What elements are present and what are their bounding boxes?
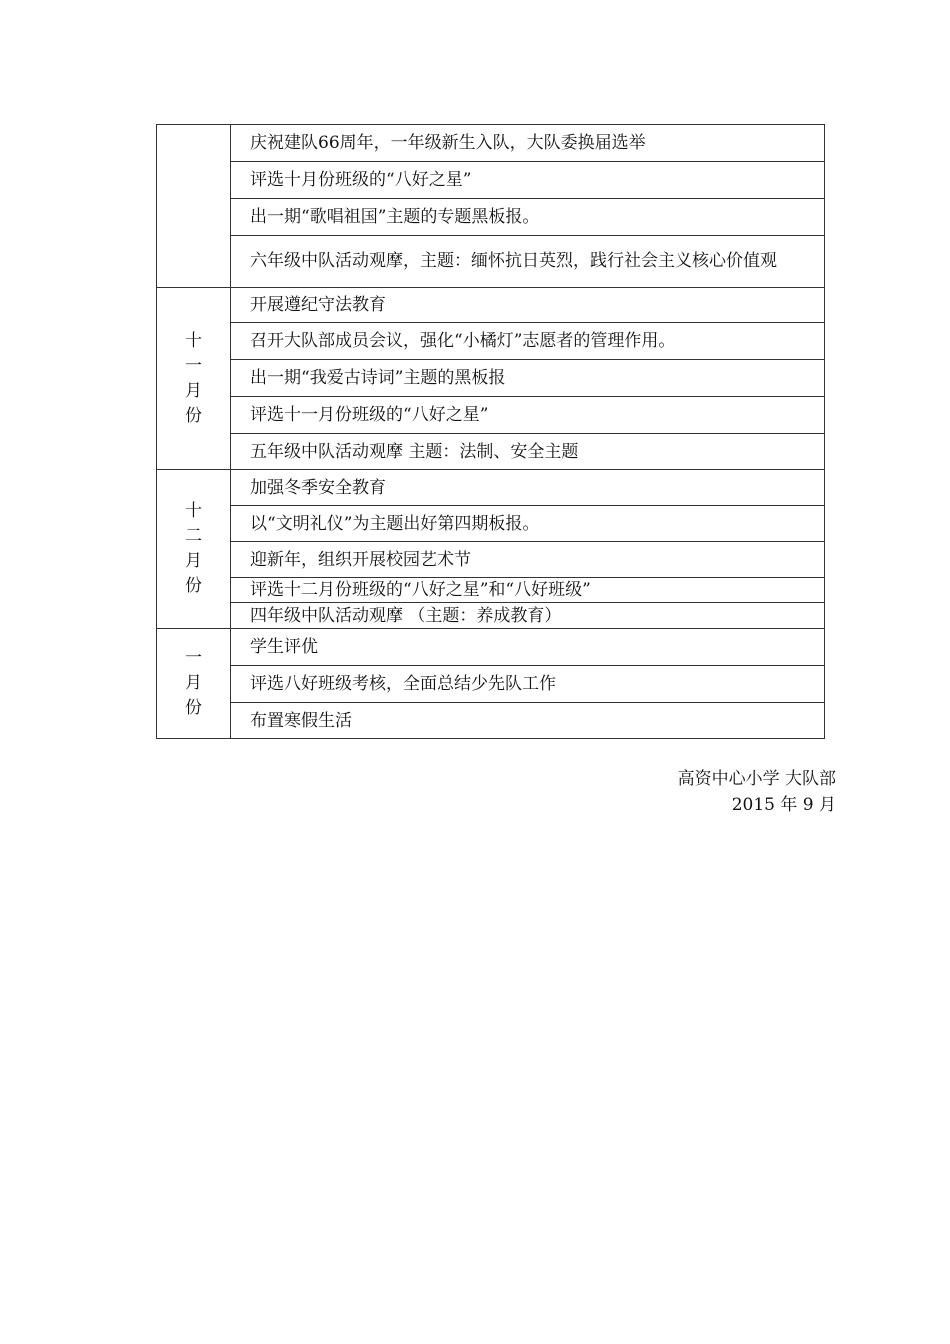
activity-item: 以“文明礼仪”为主题出好第四期板报。 (231, 506, 825, 542)
month-label: 十二月份 (185, 501, 202, 596)
table-row (157, 470, 825, 506)
table-row (157, 360, 825, 397)
activity-item: 迎新年，组织开展校园艺术节 (231, 542, 825, 578)
activity-item: 五年级中队活动观摩 主题：法制、安全主题 (231, 434, 825, 470)
activity-item: 布置寒假生活 (231, 703, 825, 739)
table-row (157, 542, 825, 578)
month-cell (157, 288, 231, 470)
table-row (157, 666, 825, 703)
month-label: 一月份 (185, 648, 202, 718)
activity-item: 评选十二月份班级的“八好之星”和“八好班级” (231, 578, 825, 603)
table-row (157, 162, 825, 199)
table-row (157, 629, 825, 666)
activity-item: 开展遵纪守法教育 (231, 288, 825, 323)
table-row (157, 603, 825, 629)
activity-item: 出一期“我爱古诗词”主题的黑板报 (231, 360, 825, 397)
footer-organization: 高资中心小学 大队部 (677, 769, 836, 789)
activity-item: 六年级中队活动观摩，主题：缅怀抗日英烈，践行社会主义核心价值观 (231, 236, 825, 288)
activity-item: 评选十一月份班级的“八好之星” (231, 397, 825, 434)
table-row (157, 323, 825, 360)
table-row (157, 236, 825, 288)
activity-item: 四年级中队活动观摩 （主题：养成教育） (231, 603, 825, 629)
activity-schedule-table (156, 124, 825, 739)
activity-item: 召开大队部成员会议，强化“小橘灯”志愿者的管理作用。 (231, 323, 825, 360)
table-row (157, 199, 825, 236)
table-row (157, 506, 825, 542)
month-label: 十一月份 (185, 330, 202, 426)
table-row (157, 288, 825, 323)
table-row (157, 125, 825, 162)
activity-item: 庆祝建队66周年，一年级新生入队，大队委换届选举 (231, 125, 825, 162)
table-row (157, 434, 825, 470)
activity-item: 学生评优 (231, 629, 825, 666)
activity-item: 加强冬季安全教育 (231, 470, 825, 506)
month-cell (157, 125, 231, 288)
table-row (157, 397, 825, 434)
table-row (157, 578, 825, 603)
activity-item: 评选八好班级考核，全面总结少先队工作 (231, 666, 825, 703)
month-cell (157, 470, 231, 629)
table-row (157, 703, 825, 739)
activity-item: 评选十月份班级的“八好之星” (231, 162, 825, 199)
month-cell (157, 629, 231, 739)
footer-date: 2015 年 9 月 (731, 795, 836, 815)
activity-item: 出一期“歌唱祖国”主题的专题黑板报。 (231, 199, 825, 236)
